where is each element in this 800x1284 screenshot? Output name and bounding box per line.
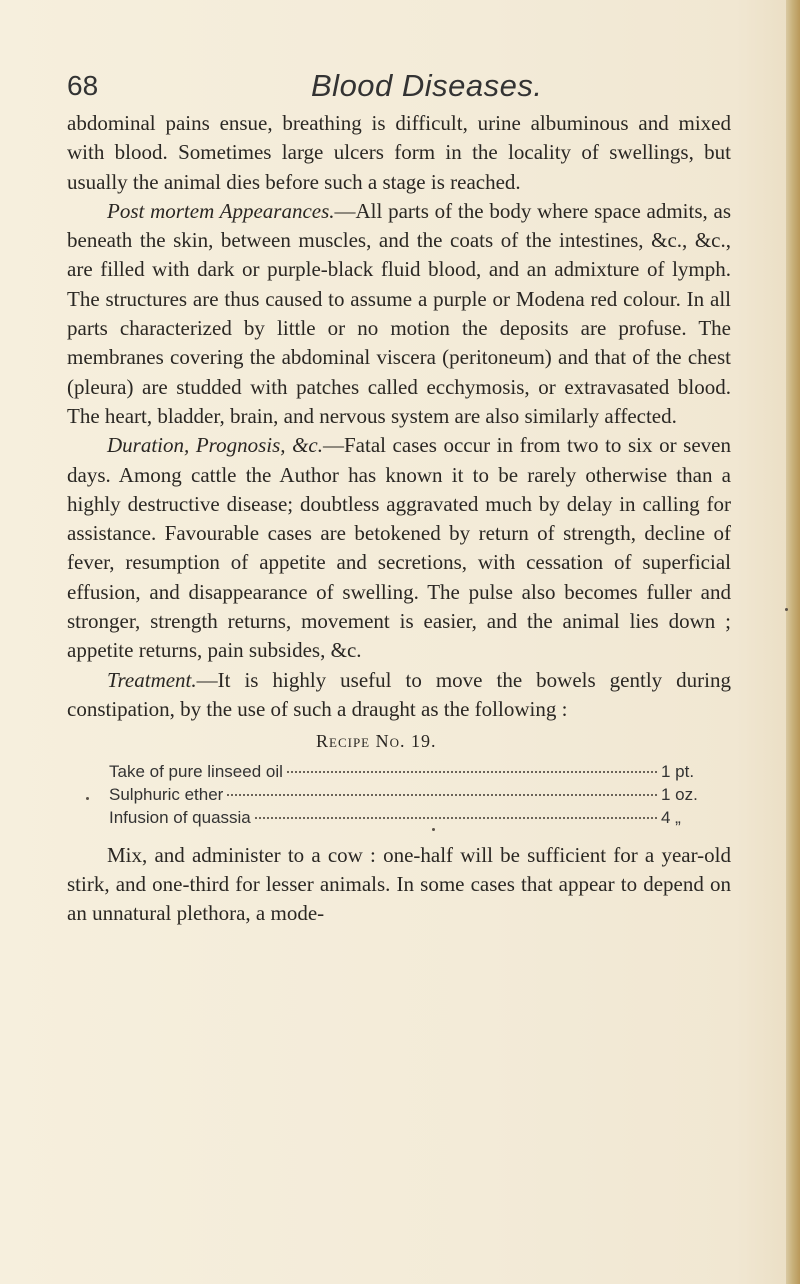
paragraph-text: —All parts of the body where space admits, as beneath the skin, between muscles, and the coats of the intestines, &c., &c., are filled with dark or purple-black fluid blood, and an admixture of lymph. The structures are thus caused to assume a purple or Modena red colour. In all parts characterized by little or no motion the deposits are profuse. The membranes covering the abdominal viscera (peritoneum) and that of the chest (pleura) are studded with patches called ecchymosis, or extravasated blood. The heart, bladder, brain, and nervous system are also similarly affected.: [67, 198, 732, 428]
ingredient-name: Sulphuric ether: [109, 785, 224, 804]
body-text-continued: [67, 841, 731, 928]
ingredient-quantity: 1 oz.: [661, 785, 698, 804]
paragraph: Mix, and administer to a cow : one-half will be sufficient for a year-old stirk, and one-third for lesser animals. In some cases that appear to depend on an unnatural plethora, a mode-: [67, 843, 731, 925]
section-heading: Post mortem Appearances.: [107, 198, 335, 223]
recipe-item: [109, 806, 713, 829]
ingredient-quantity: 1 pt.: [661, 762, 695, 781]
paper-speck: [785, 608, 788, 611]
page-edge: [786, 0, 800, 1284]
paragraph: abdominal pains ensue, breathing is difficult, urine albuminous and mixed with blood. Sometimes large ulcers form in the locality of swellings, but usually the animal dies before such a stage is reached.: [67, 111, 731, 194]
section-heading: Duration, Prognosis, &c.: [107, 433, 323, 458]
recipe-item: [109, 760, 713, 783]
paragraph: [67, 197, 731, 431]
ingredient-quantity: 4 „: [661, 808, 681, 827]
ingredient-name: Take of pure linseed oil: [109, 762, 283, 781]
dot-leader: [227, 794, 657, 796]
page-number: 68: [67, 70, 99, 101]
paper-speck: [432, 828, 435, 831]
recipe-list: [109, 760, 713, 829]
section-heading: Treatment.: [107, 667, 197, 692]
recipe-item: [109, 783, 713, 806]
recipe-heading: Recipe No. 19.: [316, 731, 437, 751]
page-header: [67, 70, 767, 110]
body-text: [67, 109, 731, 724]
paragraph: [67, 666, 731, 725]
paragraph: [67, 431, 731, 665]
dot-leader: [255, 817, 657, 819]
paper-speck: [86, 797, 89, 800]
dot-leader: [287, 771, 657, 773]
running-title: Blood Diseases.: [311, 68, 543, 103]
paragraph-text: —Fatal cases occur in from two to six or seven days. Among cattle the Author has known it to be rarely otherwise than a highly destructive disease; doubtless aggravated much by delay in calling for assistance. Favourable cases are betokened by return of strength, decline of fever, resumption of appetite and secretions, with cessation of superficial effusion, and disappearance of swelling. The pulse also becomes fuller and stronger, strength returns, movement is easier, and the animal lies down ; appetite returns, pain subsides, &c.: [67, 433, 731, 663]
ingredient-name: Infusion of quassia: [109, 808, 251, 827]
paragraph-text: —It is highly useful to move the bowels gently during constipation, by the use of such a draught as the following :: [67, 667, 731, 721]
